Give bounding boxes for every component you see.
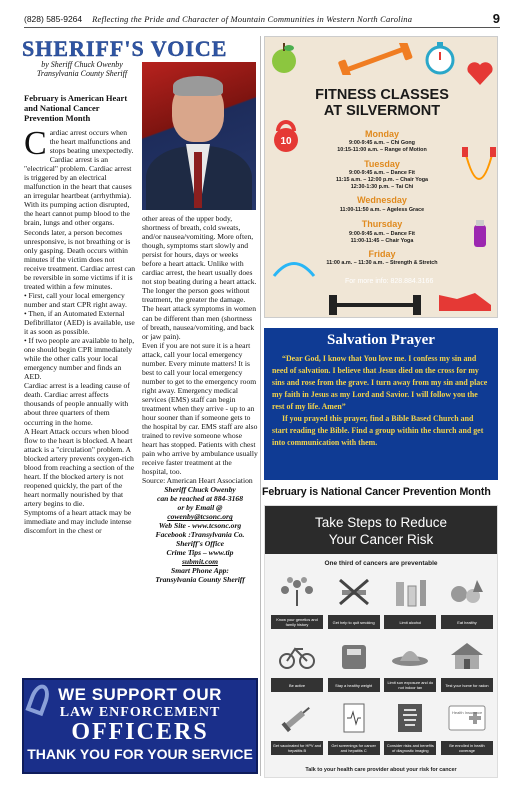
prayer-title: Salvation Prayer [327,332,435,348]
article-column-2 [142,214,258,584]
article-paragraph: A Heart Attack occurs when blood flow to the heart is blocked. A heart attack is a "circulation" problem. A blocked artery prevents oxygen-rich blood from reaching a section of the heart. If the blocked artery is not reopened quickly, the part of the heart normally nourished by that artery begins to die. [24,426,135,508]
article-column-1 [24,125,138,536]
tip-tile [271,576,323,629]
tip-label: Get vaccinated for HPV and hepatitis B [272,743,322,753]
article-paragraph: • If two people are available to help, one should begin CPR immediately while the other calls your local emergency number and finds an AED. [24,336,135,382]
tip-tile [441,576,493,629]
sheriff-portrait [142,62,256,210]
infographic-title-line: Take Steps to Reduce [314,515,448,530]
tip-label: Be enrolled in health coverage [441,741,493,755]
day-wednesday: Wednesday [357,195,407,205]
stopwatch-icon [423,41,457,75]
article-kicker: February is American Heart and National Cancer Prevention Month [24,93,128,123]
column-divider [260,36,261,776]
infographic-subtitle: One third of cancers are preventable [324,560,438,567]
dumbbell-icon [335,43,415,75]
tip-tile [328,702,380,755]
tip-tile [328,576,380,629]
salvation-prayer-box [264,328,498,480]
infographic-footer: Talk to your health care provider about your risk for cancer [305,767,457,773]
schedule-wednesday [305,207,459,214]
fitness-ad [264,36,498,318]
screening-icon [334,702,374,734]
tips-row [271,702,493,755]
fitness-title: FITNESS CLASSES AT SILVERMONT [315,87,449,119]
schedule-line: 9:00-9:45 a.m. – Chi Gong [349,140,415,146]
ad-line-3: OFFICERS [71,719,209,745]
tip-tile [384,639,436,692]
contact-line: Sheriff's Office [175,539,225,549]
article-source: Source: American Heart Association [142,476,253,486]
infographic-title-line: Your Cancer Risk [328,532,434,547]
tip-label: Stay a healthy weight [328,678,380,692]
schedule-thursday [305,231,459,245]
contact-line: Smart Phone App: [171,566,229,576]
tip-label: Eat healthy [441,615,493,629]
article-paragraph: • Then, if an Automated External Defibrillator (AED) is available, use it as soon as possible. [24,308,135,337]
day-monday: Monday [364,129,399,139]
law-enforcement-ad [22,678,258,774]
tip-tile [271,702,323,755]
syringe-icon [277,702,317,734]
tip-label: Get help to quit smoking [328,615,380,629]
byline-role: Transylvania County Sheriff [36,69,128,78]
ad-line-1: WE SUPPORT OUR [58,685,222,704]
schedule-friday [305,260,459,267]
article-paragraph: Even if you are not sure it is a heart attack, call your local emergency number. Every minute matters! It is best to call your local emergency number to get to the emergency room right away. Emergency medical services (EMS) staff can begin treatment when they arrive - up to an hour sooner than if someone gets to the hospital by car. EMS staff are also trained to revive someone whose heart has stopped. Patients with chest pain who arrive by ambulance usually receive faster treatment at the hospital, too. [142,340,258,477]
jump-rope-icon [461,147,497,187]
schedule-line: 11:00 a.m. – 11:30 a.m. – Strength & Stretch [326,260,438,266]
day-friday: Friday [368,249,396,259]
portrait-tie [194,152,202,208]
article-paragraph: other areas of the upper body, shortness of breath, cold sweats, and/or nausea/vomiting. More often, though, symptoms start slowly and persist for hours, days or weeks before a heart attack. Unlike with cardiac arrest, the heart usually does not stop beating during a heart attack. The longer the person goes without treatment, the greater the damage. The heart attack symptoms in women can be different than men (shortness of breath, nausea/vomiting, and back or jaw pain). [142,214,257,341]
column-title: SHERIFF'S VOICE [22,36,228,61]
tip-tile [441,639,493,692]
contact-block [142,485,258,584]
header-tagline: Reflecting the Pride and Character of Mountain Communities in Western North Carolina [92,13,413,24]
tip-label: Test your home for radon [441,678,493,692]
tip-label: Limit alcohol [384,615,436,629]
barbell-icon [325,293,425,317]
portrait-hair [173,76,223,96]
tips-row [271,576,493,629]
day-thursday: Thursday [361,219,403,229]
contact-email-link[interactable]: cowenby@tcsonc.org [167,512,233,522]
house-icon [447,639,487,671]
schedule-line: 9:00-9:45 a.m. – Dance Fit [349,231,415,237]
day-tuesday: Tuesday [364,159,400,169]
article-paragraph: Cardiac arrest is a leading cause of death. Cardiac arrest affects thousands of people annually with about three quarters of them occurring in the home. [24,381,130,427]
contact-line: Transylvania County Sheriff [155,575,245,585]
schedule-line: 9:00-9:45 a.m. – Dance Fit [349,170,415,176]
scale-icon [334,639,374,671]
cancer-risk-infographic [264,505,498,778]
apple-icon [269,41,299,75]
page-header [24,10,500,28]
tip-tile [328,639,380,692]
no-smoking-icon [334,576,374,608]
kettlebell-icon [271,117,301,153]
article-paragraph: ardiac arrest occurs when the heart malfunctions and stops beating unexpectedly. Cardiac arrest is an "electrical" problem. Cardiac arrest is triggered by an electrical malfunction in the heart that causes an irregular heartbeat (arrhythmia). With its pumping action disrupted, the heart cannot pump blood to the brain, lungs and other organs. Seconds later, a person becomes unresponsive, is not breathing or is only gasping. Death occurs within minutes if the victim does not receive treatment. Cardiac arrest can be reversible in some victims if it is treated within a few minutes. [24,128,136,291]
contact-line: Facebook :Transylvania Co. [155,530,245,540]
header-phone: (828) 585-9264 [24,13,83,24]
ad-line-2: LAW ENFORCEMENT [59,705,221,720]
tip-tile [271,639,323,692]
tip-label: Get screenings for cancer and hepatitis C [328,741,380,755]
schedule-line: 10:15-11:00 a.m. – Range of Motion [337,147,427,153]
kettlebell-label: 10 [280,136,292,147]
sun-hat-icon [390,639,430,671]
schedule-line: 11:15 a.m. – 12:00 p.m. – Chair Yoga [335,177,429,183]
schedule-line: 11:00-11:50 a.m. – Ageless Grace [339,207,425,213]
xray-icon [390,702,430,734]
contact-tips-link[interactable]: Crime Tips – www.tip [166,548,234,558]
heart-rate-icon [465,59,495,87]
alcohol-icon [390,576,430,608]
tip-label: Be active [271,678,323,692]
bottle-icon [465,219,495,249]
vegetables-icon [447,576,487,608]
fitness-more-info: For more info: 828.884.3166 [345,278,434,285]
tip-tile [384,576,436,629]
page-number: 9 [492,11,500,26]
schedule-tuesday [305,170,459,191]
family-tree-icon [277,576,317,608]
contact-line: Sheriff Chuck Owenby [164,485,236,495]
article-paragraph: • First, call your local emergency number and start CPR right away. [24,290,127,309]
byline-author: by Sheriff Chuck Owenby [41,60,123,69]
byline [26,60,138,78]
contact-tips-link-cont[interactable]: submit.com [181,557,219,567]
sneaker-icon [435,285,495,315]
schedule-line: 12:30-1:30 p.m. – Tai Chi [350,184,414,190]
prayer-text: “Dear God, I know that You love me. I confess my sin and need of salvation. I believe that Jesus died on the cross for my sins and rose from the grave. I turn away from my sin and place my faith in Jesus as my Lord and Savior. I will follow you the rest of my life. Amen” [272,354,488,411]
insurance-card-text: Health Insurance [451,710,483,715]
ad-line-4: THANK YOU FOR YOUR SERVICE [27,746,253,762]
tip-tile [441,702,493,755]
contact-line: can be reached at 884-3168 [156,494,244,504]
contact-line: or by Email @ [177,503,223,513]
cancer-heading: February is National Cancer Prevention Month [262,486,491,498]
infographic-title [265,506,497,554]
schedule-line: 11:00-11:45 – Chair Yoga [350,238,414,244]
tip-label: Limit sun exposure and do not indoor tan [384,678,436,692]
schedule-monday [305,140,459,154]
contact-website-link[interactable]: Web Site - www.tcsonc.org [158,521,242,531]
prayer-instructions: If you prayed this prayer, find a Bible Based Church and start reading the Bible. Find a group within the church and get into communication with them. [272,414,484,447]
drop-cap: C [24,125,47,162]
bicycle-icon [277,639,317,671]
tips-row [271,639,493,692]
tips-grid [271,576,493,765]
health-insurance-icon [447,702,487,734]
tip-label: Consider risks and benefits of diagnostic imaging [384,741,436,755]
tip-tile [384,702,436,755]
tip-label: Know your genetics and family history [271,615,323,629]
article-paragraph: Symptoms of a heart attack may be immediate and may include intense discomfort in the chest or [24,507,132,536]
